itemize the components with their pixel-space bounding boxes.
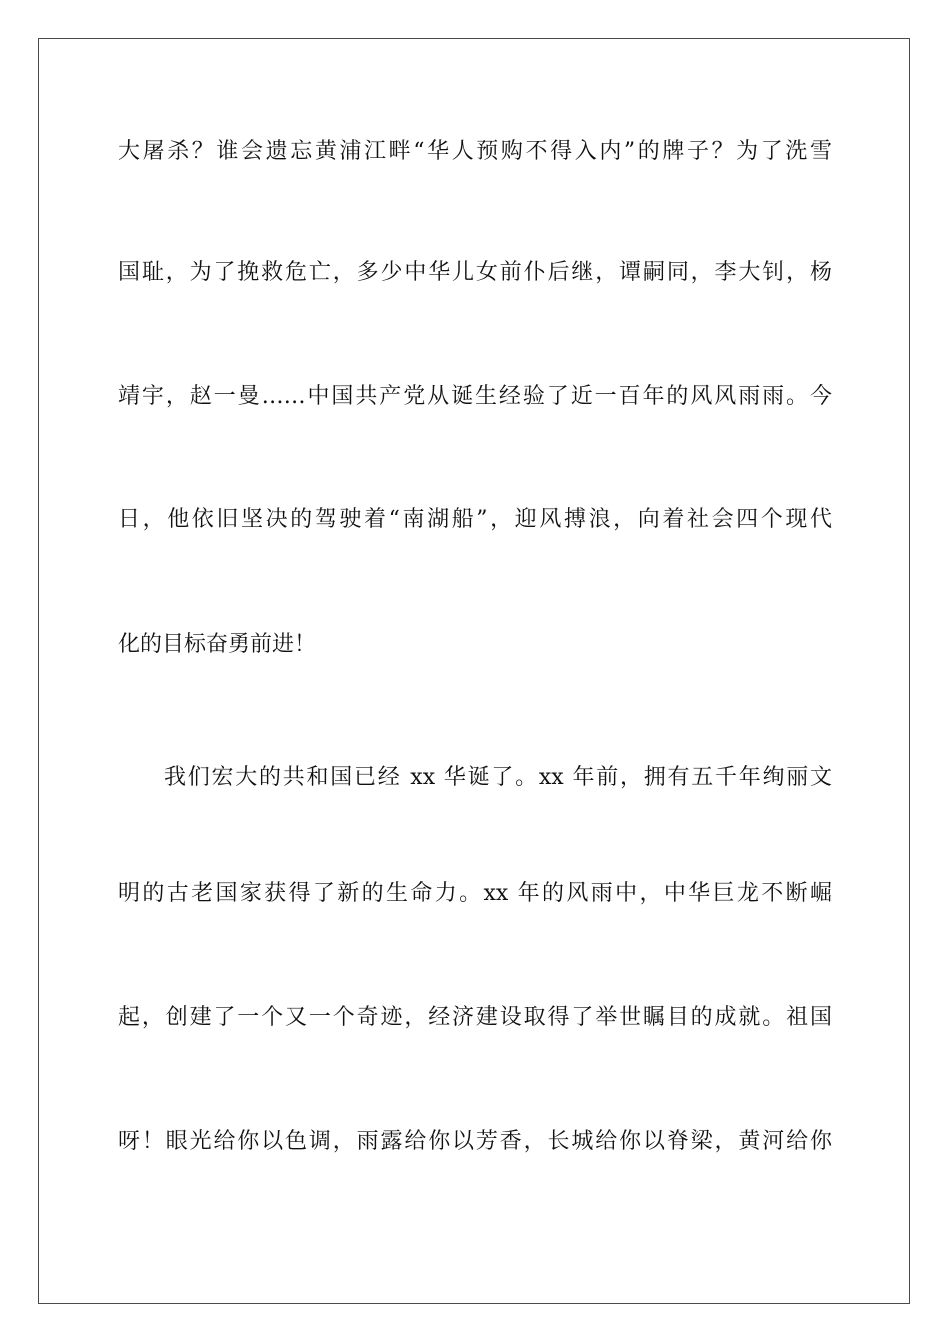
text-line: 日，他依旧坚决的驾驶着“南湖船”，迎风搏浪，向着社会四个现代 xyxy=(118,507,832,532)
text-line: 呀！眼光给你以色调，雨露给你以芳香，长城给你以脊梁，黄河给你 xyxy=(118,1129,832,1154)
text-line: 靖宇，赵一曼……中国共产党从诞生经验了近一百年的风风雨雨。今 xyxy=(118,384,832,409)
text-line: 我们宏大的共和国已经 xx 华诞了。xx 年前，拥有五千年绚丽文 xyxy=(164,765,832,790)
page-border xyxy=(38,38,910,1304)
text-line: 化的目标奋勇前进！ xyxy=(118,632,317,657)
text-line: 明的古老国家获得了新的生命力。xx 年的风雨中，中华巨龙不断崛 xyxy=(118,881,832,906)
text-line: 大屠杀？谁会遗忘黄浦江畔“华人预购不得入内”的牌子？为了洗雪 xyxy=(118,139,832,164)
text-line: 起，创建了一个又一个奇迹，经济建设取得了举世瞩目的成就。祖国 xyxy=(118,1005,832,1030)
text-line: 国耻，为了挽救危亡，多少中华儿女前仆后继，谭嗣同，李大钊，杨 xyxy=(118,260,832,285)
